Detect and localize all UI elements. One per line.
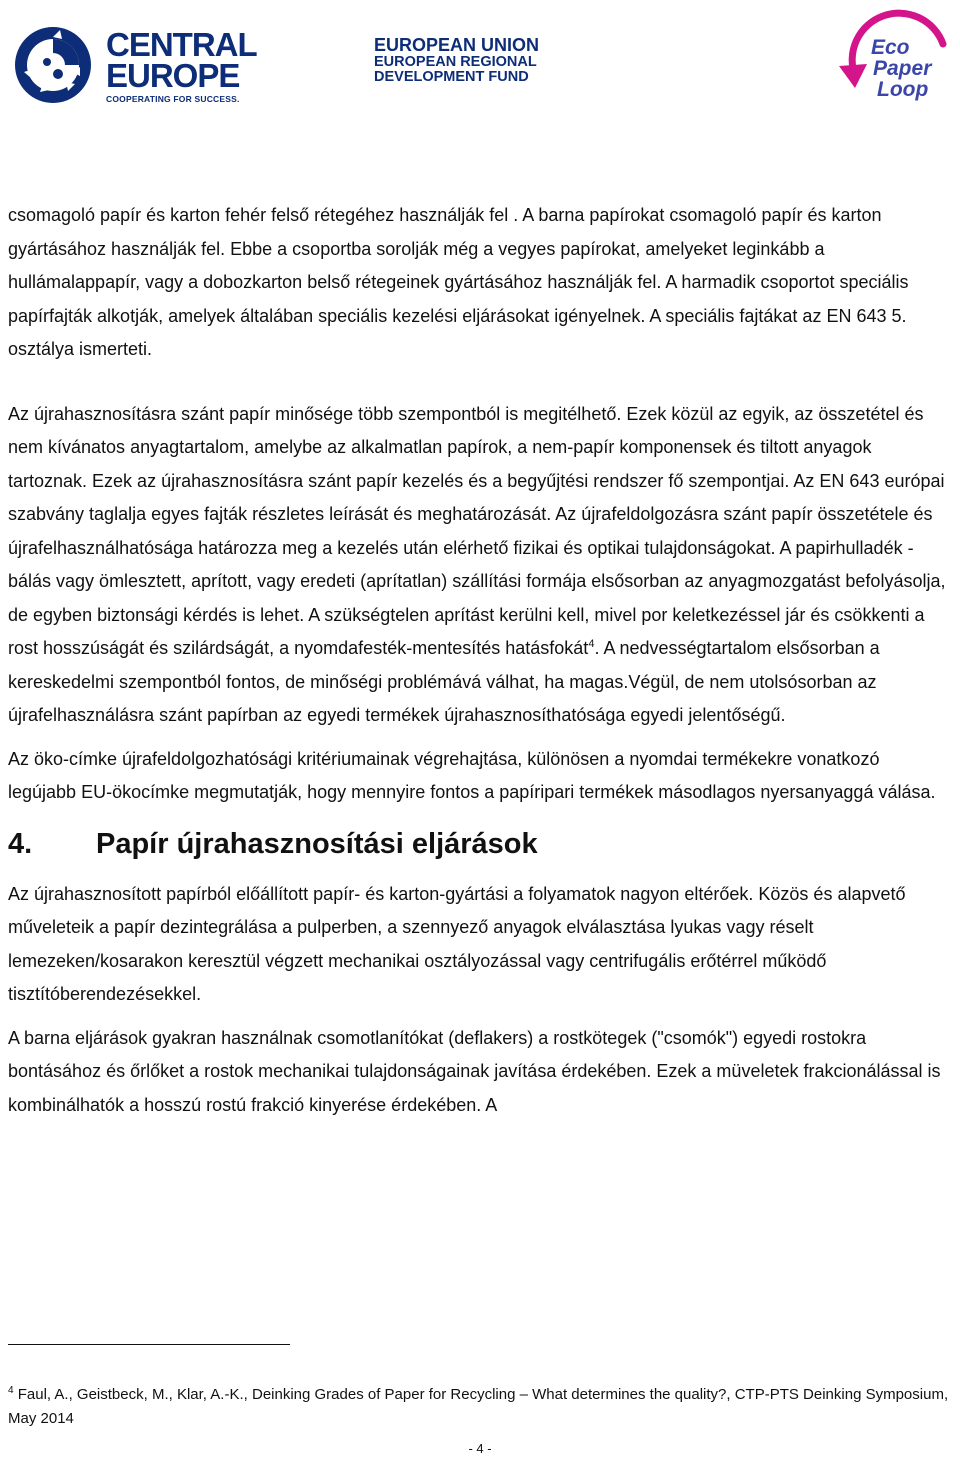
paragraph-paper-quality-text-b: . A nedvességtartalom elsősorban a kereskedelmi szempontból fontos, de minőségi problémává válhat, ha magas.Végül, de nem utolsósorban az újrafelhasználásra szánt papírban az egyedi termékek újrahasznosíthatósága egyedi jelentőségű.	[8, 638, 880, 725]
footnote-text: Faul, A., Geistbeck, M., Klar, A.-K., Deinking Grades of Paper for Recycling – What determines the quality?, CTP-PTS Deinking Symposium, May 2014	[8, 1386, 949, 1427]
eu-line3: DEVELOPMENT FUND	[374, 69, 529, 86]
stars-circle-icon	[10, 22, 96, 108]
footnote	[8, 1383, 952, 1431]
eu-regional-fund-logo	[374, 36, 539, 85]
eu-line2: EUROPEAN REGIONAL	[374, 53, 537, 70]
section-title: Papír újrahasznosítási eljárások	[96, 827, 538, 860]
eco-word: Eco	[871, 36, 910, 59]
footnote-separator	[8, 1344, 290, 1345]
paragraph-paper-groups: csomagoló papír és karton fehér felső rétegéhez használják fel . A barna papírokat csomagoló papír és karton gyártásához használják fel. Ebbe a csoportba sorolják még a vegyes papírokat, amelyeket leginkább a hullámalappapír, vagy a dobozkarton belső rétegeinek gyártásához használják fel. A harmadik csoportot speciális papírfajták alkotják, amelyek általában speciális kezelési eljárásokat igényelnek. A speciális fajtákat az EN 643 5. osztálya ismerteti.	[8, 205, 909, 359]
footnote-reference[interactable]: 4	[588, 638, 595, 650]
eco-paper-loop-logo	[833, 6, 958, 106]
central-europe-wordmark	[106, 28, 257, 104]
paragraph-ecolabel: Az öko-címke újrafeldolgozhatósági kritériumainak végrehajtása, különösen a nyomdai termékekre vonatkozó legújabb EU-ökocímke megmutatják, hogy mennyire fontos a papíripari termékek másodlagos nyersanyaggá válása.	[8, 748, 936, 802]
eco-paper-loop-wordmark	[833, 6, 958, 106]
loop-word: Loop	[877, 78, 929, 101]
paragraph-paper-quality-text-a: Az újrahasznosításra szánt papír minősége több szempontból is megitélhető. Ezek közül az egyik, az összetétel és nem kívánatos anyagtartalom, amelybe az alkalmatlan papírok, a nem-papír komponensek és tiltott anyagok tartoznak. Ezek az újrahasznosításra szánt papír kezelés és a begyűjtési rendszer fő szempontjai. Az EN 643 európai szabvány taglalja egyes fajták részletes leírását és meghatározását. Az újrafeldolgozásra szánt papír összetétele és újrafelhasználhatósága határozza meg a kezelés után elérhető fizikai és optikai tulajdonságokat. A papirhulladék - bálás vagy ömlesztett, aprított, vagy eredeti (aprítatlan) szállítási formája elsősorban az anyagmozgatást befolyásolja, de egyben biztonsági kérdés is lehet. A szükségtelen aprítást kerülni kell, mivel por keletkezéssel jár és csökkenti a rost hosszúságát és szilárdságát, a nyomdafesték-mentesítés hatásfokát	[8, 403, 946, 658]
paper-word: Paper	[873, 57, 932, 80]
paragraph-paper-quality	[8, 398, 952, 733]
paragraph-recycling-processes: Az újrahasznosított papírból előállított papír- és karton-gyártási a folyamatok nagyon eltérőek. Közös és alapvető műveleteik a papír dezintegrálása a pulperben, a szennyező anyagok elválasztása lyukas vagy réselt lemezeken/kosarakon keresztül végzett mechanikai osztályozással vagy centrifugális erőtérrel működő tisztítóberendezésekkel.	[8, 883, 906, 1004]
central-europe-tagline: COOPERATING FOR SUCCESS.	[106, 94, 240, 104]
document-body	[8, 199, 952, 1122]
section-number: 4.	[8, 827, 33, 860]
page-number: - 4 -	[468, 1441, 492, 1456]
section-heading	[8, 824, 952, 864]
paragraph-brown-processes: A barna eljárások gyakran használnak csomotlanítókat (deflakers) a rostkötegek ("csomók") egyedi rostokra bontásához és őrlőket a rostok mechanikai tulajdonságainak javítása érdekében. Ezek a müveletek frakcionálással is kombinálhatók a hosszú rostú frakció kinyerése érdekében. A	[8, 1027, 941, 1115]
central-europe-line2: EUROPE	[106, 57, 240, 94]
central-europe-logo	[10, 22, 257, 108]
eu-line1: EUROPEAN UNION	[374, 35, 540, 55]
page-header	[0, 0, 960, 110]
footnote-marker: 4	[8, 1385, 14, 1396]
central-europe-line1: CENTRAL	[106, 26, 257, 63]
